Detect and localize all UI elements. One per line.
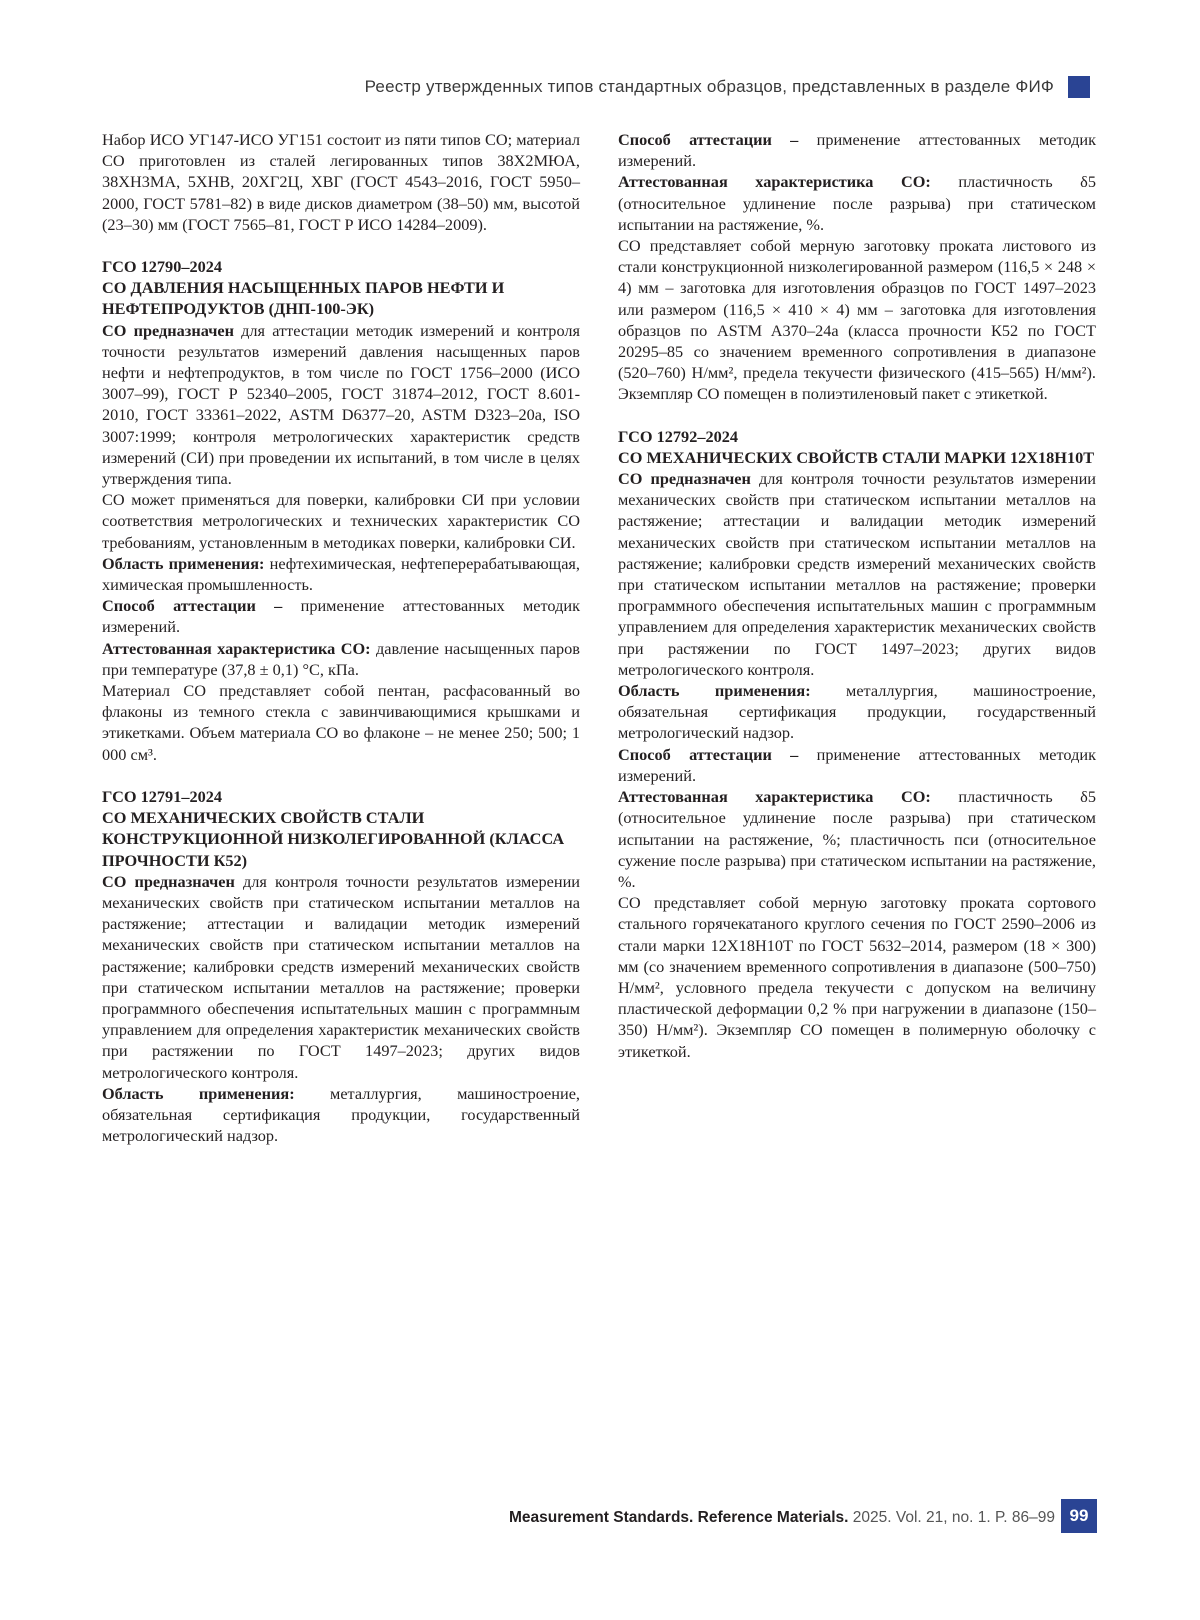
material-paragraph: СО представляет собой мерную заготовку проката листового из стали конструкционной низколегированной размером (116,5 × 248 × 4) мм – заготовка для изготовления образцов по ГОСТ 1497–2023 или размером (116,5 × 410 × 4) мм – заготовка для изготовления образцов по ASTM A370–24a (класса прочности К52 по ГОСТ 20295–85 со значением временного сопротивления в диапазоне (520–760) Н/мм², предела текучести физического (415–565) Н/мм²). Экземпляр СО помещен в полиэтиленовый пакет с этикеткой.: [618, 236, 1096, 404]
header-marker: [1068, 76, 1090, 98]
scope-label: Область применения:: [102, 553, 265, 573]
scope-paragraph: [618, 680, 1096, 744]
purpose-text: для аттестации методик измерений и контроля точности результатов измерений давления насыщенных паров нефти и нефтепродуктов, в том числе по ГОСТ 1756–2000 (ИСО 3007–99), ГОСТ Р 52340–2005, ГОСТ 31874–2012, ГОСТ 8.601-2010, ГОСТ 33361–2022, ASTM D6377–20, ASTM D323–20a, ISO 3007:1999; контроля метрологических характеристик средств измерений (СИ) при проведении их испытаний, в том числе в целях утверждения типа.: [102, 320, 580, 489]
method-label: Способ аттестации –: [618, 744, 799, 764]
characteristic-text: давление насыщенных паров при температуре (37,8 ± 0,1) °С, кПа.: [102, 638, 580, 679]
purpose-label: СО предназначен: [102, 320, 234, 340]
left-column: [102, 129, 580, 1146]
intro-paragraph: Набор ИСО УГ147-ИСО УГ151 состоит из пяти типов СО; материал СО приготовлен из сталей легированных типов 38Х2МЮА, 38ХН3МА, 5ХНВ, 20ХГ2Ц, ХВГ (ГОСТ 4543–2016, ГОСТ 5950–2000, ГОСТ 5781–82) в виде дисков диаметром (38–50) мм, высотой (23–30) мм (ГОСТ 7565–81, ГОСТ Р ИСО 14284–2009).: [102, 130, 580, 234]
scope-label: Область применения:: [102, 1083, 295, 1103]
method-paragraph: [618, 744, 1096, 786]
scope-label: Область применения:: [618, 681, 811, 701]
characteristic-label: Аттестованная характеристика СО:: [618, 787, 931, 807]
material-paragraph: Материал СО представляет собой пентан, расфасованный во флаконы из темного стекла с завинчивающимися крышками и этикетками. Объем материала СО во флаконе – не менее 250; 500; 1 000 см³.: [102, 681, 580, 764]
journal-name: Measurement Standards. Reference Materials.: [509, 1509, 849, 1526]
scope-text: металлургия, машиностроение, обязательная сертификация продукции, государственный метрологический надзор.: [618, 681, 1097, 743]
characteristic-text: пластичность δ5 (относительное удлинение после разрыва) при статическом испытании на растяжение, %; пластичность пси (относительное сужение после разрыва) при статическом испытании на растяжение, %.: [618, 787, 1096, 891]
purpose-text: для контроля точности результатов измерении механических свойств при статическом испытании металлов на растяжение; аттестации и валидации методик измерений механических свойств при статическом испытании металлов на растяжение; калибровки средств измерений механических свойств при статическом испытании металлов на растяжение; проверки программного обеспечения испытательных машин с программным управлением для определения характеристик механических свойств при растяжении по ГОСТ 1497–2023; других видов метрологического контроля.: [102, 871, 580, 1082]
purpose-paragraph: [102, 320, 580, 490]
method-label: Способ аттестации –: [102, 596, 283, 616]
page-number: 99: [1061, 1499, 1097, 1533]
footer-citation: [0, 1509, 1055, 1527]
entry-title: СО ДАВЛЕНИЯ НАСЫЩЕННЫХ ПАРОВ НЕФТИ И НЕФТЕПРОДУКТОВ (ДНП-100-ЭК): [102, 278, 505, 319]
scope-text: нефтехимическая, нефтеперерабатывающая, химическая промышленность.: [102, 553, 580, 595]
purpose-label: СО предназначен: [618, 469, 751, 489]
method-paragraph: [102, 595, 580, 637]
characteristic-paragraph: [618, 171, 1096, 235]
gso-number: ГСО 12792–2024: [618, 426, 739, 446]
scope-text: металлургия, машиностроение, обязательная сертификация продукции, государственный метрологический надзор.: [102, 1083, 581, 1146]
method-paragraph: [618, 129, 1096, 171]
characteristic-paragraph: [618, 786, 1096, 892]
method-text: применение аттестованных методик измерений.: [618, 130, 1096, 171]
characteristic-label: Аттестованная характеристика СО:: [618, 172, 931, 192]
purpose-paragraph: [618, 468, 1096, 680]
characteristic-text: пластичность δ5 (относительное удлинение после разрыва) при статическом испытании на растяжение, %.: [618, 172, 1096, 234]
characteristic-label: Аттестованная характеристика СО:: [102, 638, 371, 658]
method-text: применение аттестованных методик измерений.: [618, 744, 1096, 785]
gso-number: ГСО 12790–2024: [102, 257, 223, 277]
entry-title: СО МЕХАНИЧЕСКИХ СВОЙСТВ СТАЛИ КОНСТРУКЦИОННОЙ НИЗКОЛЕГИРОВАННОЙ (КЛАССА ПРОЧНОСТИ К52): [102, 808, 565, 870]
gso-number: ГСО 12791–2024: [102, 786, 223, 806]
purpose-label: СО предназначен: [102, 871, 235, 891]
material-paragraph: СО представляет собой мерную заготовку проката сортового стального горячекатаного круглого сечения по ГОСТ 2590–2006 из стали марки 12Х18Н10Т по ГОСТ 5632–2014, размером (18 × 300) мм (со значением временного сопротивления в диапазоне (500–750) Н/мм², условного предела текучести с допуском на величину пластической деформации 0,2 % при нагружении в диапазоне (150–350) Н/мм²). Экземпляр СО помещен в полимерную оболочку с этикеткой.: [618, 893, 1096, 1061]
entry-title: СО МЕХАНИЧЕСКИХ СВОЙСТВ СТАЛИ МАРКИ 12Х18Н10Т: [618, 447, 1095, 467]
scope-paragraph: [102, 1083, 580, 1147]
purpose-paragraph: [102, 871, 580, 1083]
right-column: [618, 129, 1096, 1062]
use-paragraph: СО может применяться для поверки, калибровки СИ при условии соответствия метрологических и технических характеристик СО требованиям, установленным в методиках поверки, калибровки СИ.: [102, 490, 580, 552]
method-text: применение аттестованных методик измерений.: [102, 596, 580, 637]
scope-paragraph: [102, 553, 580, 595]
citation-text: 2025. Vol. 21, no. 1. P. 86–99: [848, 1509, 1055, 1526]
characteristic-paragraph: [102, 638, 580, 680]
header-title: Реестр утвержденных типов стандартных образцов, представленных в разделе ФИФ: [364, 77, 1054, 96]
method-label: Способ аттестации –: [618, 130, 799, 149]
purpose-text: для контроля точности результатов измерении механических свойств при статическом испытании металлов на растяжение; аттестации и валидации методик измерений механических свойств при статическом испытании металлов на растяжение; калибровки средств измерений механических свойств при статическом испытании металлов на растяжение; проверки программного обеспечения испытательных машин с программным управлением для определения характеристик механических свойств при растяжении по ГОСТ 1497–2023; других видов метрологического контроля.: [618, 469, 1096, 679]
running-header: [365, 76, 1090, 98]
